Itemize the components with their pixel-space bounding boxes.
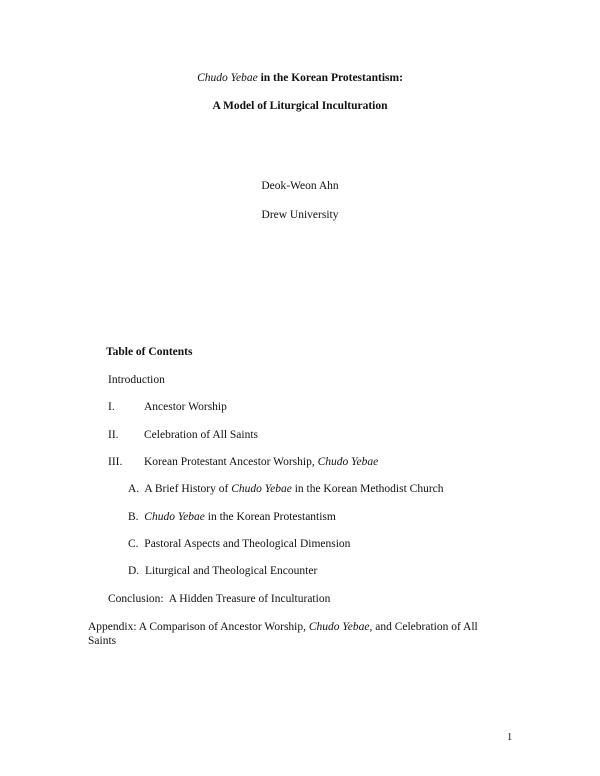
toc-subsection-c <box>128 537 350 551</box>
title-line-1 <box>0 71 600 85</box>
toc-subsection-a-letter: A. <box>128 483 140 495</box>
toc-appendix-italic: Chudo Yebae <box>308 621 370 633</box>
toc-subsection-d-pre: Liturgical and Theological Encounter <box>144 565 318 577</box>
toc-subsection-d <box>128 564 317 578</box>
toc-subsection-c-letter: C. <box>128 538 139 550</box>
toc-section-3-italic: Chudo Yebae <box>317 456 379 468</box>
toc-conclusion: Conclusion: A Hidden Treasure of Inculturation <box>108 593 331 605</box>
toc-section-1-numeral: I. <box>108 401 115 413</box>
page-number: 1 <box>507 732 513 743</box>
title-rest: in the Korean Protestantism: <box>257 72 403 84</box>
toc-section-3-label <box>144 455 378 469</box>
author-affiliation: Drew University <box>261 209 339 221</box>
toc-section-1-label: Ancestor Worship <box>144 401 227 413</box>
toc-section-2-label: Celebration of All Saints <box>144 429 259 441</box>
toc-subsection-c-pre: Pastoral Aspects and Theological Dimension <box>144 538 351 550</box>
toc-subsection-b <box>128 510 336 524</box>
toc-section-2-numeral: II. <box>108 429 119 441</box>
toc-subsection-a-pre: A Brief History of <box>144 483 232 495</box>
toc-appendix <box>88 620 508 648</box>
toc-heading: Table of Contents <box>106 346 193 358</box>
toc-subsection-a-italic: Chudo Yebae <box>231 483 292 495</box>
toc-section-3-text: Korean Protestant Ancestor Worship, <box>144 456 318 468</box>
toc-subsection-b-italic: Chudo Yebae <box>144 511 205 523</box>
title-italic: Chudo Yebae <box>197 72 258 84</box>
toc-subsection-d-letter: D. <box>128 565 140 577</box>
toc-subsection-a <box>128 482 444 496</box>
toc-appendix-pre: Appendix: A Comparison of Ancestor Worship, <box>88 621 309 633</box>
toc-introduction: Introduction <box>108 374 165 386</box>
toc-section-3-numeral: III. <box>108 456 123 468</box>
toc-subsection-b-post: in the Korean Protestantism <box>204 511 336 523</box>
toc-subsection-b-letter: B. <box>128 511 139 523</box>
toc-appendix-post: , and Celebration of All Saints <box>88 621 478 647</box>
author-name: Deok-Weon Ahn <box>261 180 339 192</box>
title-line-2: A Model of Liturgical Inculturation <box>212 100 388 112</box>
toc-subsection-a-post: in the Korean Methodist Church <box>291 483 444 495</box>
